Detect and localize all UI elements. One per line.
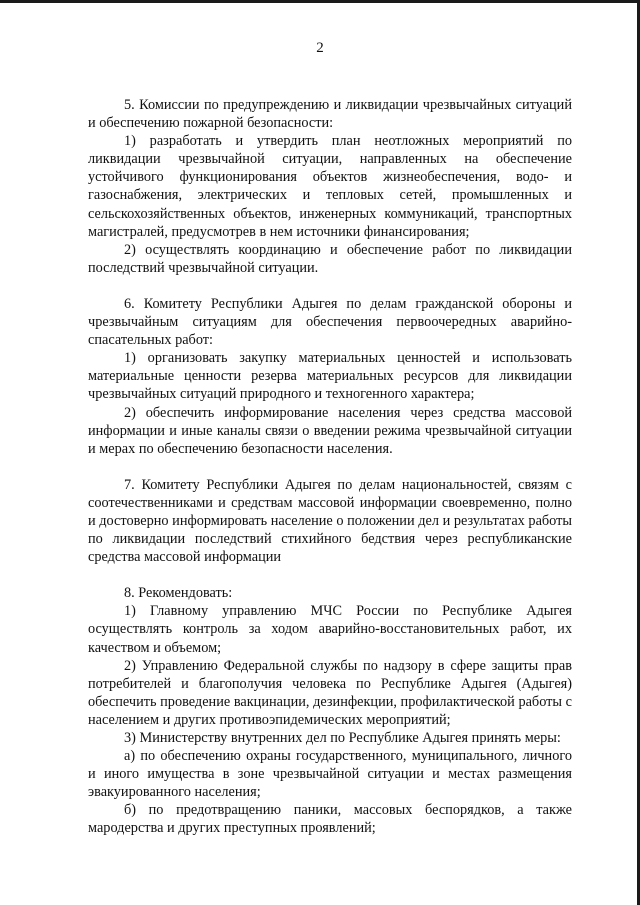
section-7-text: 7. Комитету Республики Адыгея по делам национальностей, связям с соотечественниками и средствам массовой информации своевременно, полно и достоверно информировать население о положении дел и результатах работы по ликвидации последствий стихийного бедствия через республиканские средства массовой информации: [88, 476, 572, 566]
section-6-heading: 6. Комитету Республики Адыгея по делам гражданской обороны и чрезвычайным ситуациям для обеспечения первоочередных аварийно-спасательных работ:: [88, 295, 572, 349]
section-8: [88, 584, 572, 837]
section-8-item-3: 3) Министерству внутренних дел по Республике Адыгея принять меры:: [124, 730, 561, 746]
document-body: [88, 96, 572, 838]
section-6: [88, 295, 572, 458]
section-6-item-1: 1) организовать закупку материальных ценностей и использовать материальные ценности резерва материальных ресурсов для ликвидации чрезвычайных ситуаций природного и техногенного характера;: [88, 350, 572, 403]
section-5: [88, 96, 572, 277]
section-7: [88, 476, 572, 566]
section-5-item-2: 2) осуществлять координацию и обеспечение работ по ликвидации последствий чрезвычайной ситуации.: [88, 241, 572, 276]
page-number: 2: [316, 40, 324, 56]
section-6-item-2: 2) обеспечить информирование населения через средства массовой информации и иные каналы связи о введении режима чрезвычайной ситуации и мерах по обеспечению безопасности населения.: [88, 404, 572, 457]
section-8-item-1: 1) Главному управлению МЧС России по Республике Адыгея осуществлять контроль за ходом аварийно-восстановительных работ, их качеством и объемом;: [88, 603, 572, 656]
section-8-heading: 8. Рекомендовать:: [124, 585, 233, 602]
section-8-item-2: 2) Управлению Федеральной службы по надзору в сфере защиты прав потребителей и благополучия человека по Республике Адыгея (Адыгея) обеспечить проведение вакцинации, дезинфекции, профилактической работы с населением и других противоэпидемических мероприятий;: [88, 657, 572, 728]
section-5-heading: 5. Комиссии по предупреждению и ликвидации чрезвычайных ситуаций и обеспечению пожарной безопасности:: [88, 97, 572, 132]
section-8-item-3b: б) по предотвращению паники, массовых беспорядков, а также мародерства и других преступных проявлений;: [88, 802, 572, 837]
scan-edge-top: [0, 0, 640, 3]
section-5-item-1: 1) разработать и утвердить план неотложных мероприятий по ликвидации чрезвычайной ситуации, направленных на обеспечение устойчивого функционирования объектов жизнеобеспечения, водо- и газоснабжения, электрических и тепловых сетей, промышленных и сельскохозяйственных объектов, инженерных коммуникаций, транспортных магистралей, предусмотрев в нем источники финансирования;: [88, 133, 572, 240]
section-8-item-3a: а) по обеспечению охраны государственного, муниципального, личного и иного имущества в зоне чрезвычайной ситуации и местах размещения эвакуированного населения;: [88, 748, 572, 801]
